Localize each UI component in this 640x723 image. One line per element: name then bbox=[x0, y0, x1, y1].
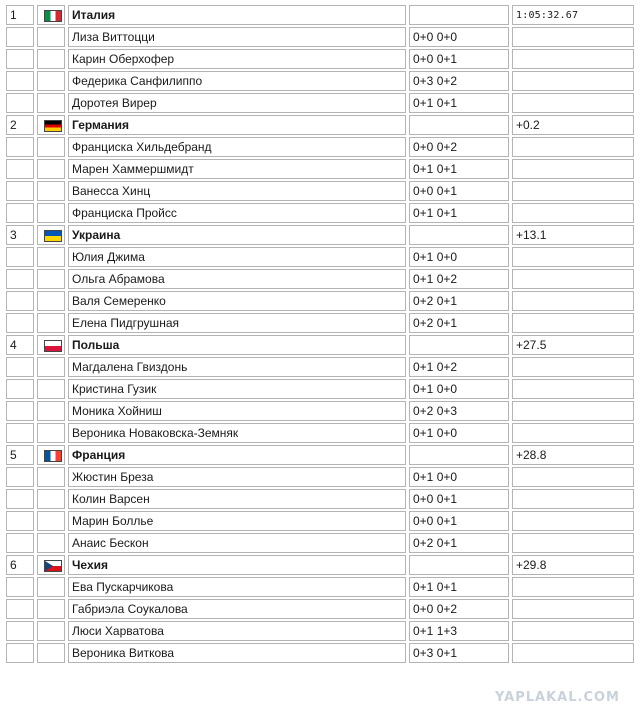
athlete-shooting: 0+2 0+1 bbox=[409, 291, 509, 311]
athlete-name: Валя Семеренко bbox=[68, 291, 406, 311]
athlete-time-empty bbox=[512, 577, 634, 597]
athlete-time-empty bbox=[512, 159, 634, 179]
athlete-row bbox=[6, 577, 634, 597]
athlete-rank-empty bbox=[6, 159, 34, 179]
athlete-name: Люси Харватова bbox=[68, 621, 406, 641]
athlete-shooting: 0+1 1+3 bbox=[409, 621, 509, 641]
team-rank: 5 bbox=[6, 445, 34, 465]
athlete-flag-empty bbox=[37, 27, 65, 47]
athlete-rank-empty bbox=[6, 577, 34, 597]
athlete-name: Анаис Бескон bbox=[68, 533, 406, 553]
athlete-time-empty bbox=[512, 489, 634, 509]
athlete-rank-empty bbox=[6, 357, 34, 377]
athlete-time-empty bbox=[512, 511, 634, 531]
athlete-row bbox=[6, 357, 634, 377]
athlete-rank-empty bbox=[6, 181, 34, 201]
athlete-name: Кристина Гузик bbox=[68, 379, 406, 399]
athlete-name: Лиза Виттоцци bbox=[68, 27, 406, 47]
athlete-time-empty bbox=[512, 643, 634, 663]
athlete-shooting: 0+0 0+1 bbox=[409, 489, 509, 509]
athlete-shooting: 0+0 0+1 bbox=[409, 511, 509, 531]
athlete-row bbox=[6, 643, 634, 663]
team-row bbox=[6, 225, 634, 245]
team-shooting-empty bbox=[409, 5, 509, 25]
team-rank: 1 bbox=[6, 5, 34, 25]
team-row bbox=[6, 115, 634, 135]
athlete-row bbox=[6, 181, 634, 201]
athlete-name: Колин Варсен bbox=[68, 489, 406, 509]
athlete-flag-empty bbox=[37, 269, 65, 289]
team-time: +13.1 bbox=[512, 225, 634, 245]
team-shooting-empty bbox=[409, 225, 509, 245]
athlete-name: Ева Пускарчикова bbox=[68, 577, 406, 597]
athlete-flag-empty bbox=[37, 643, 65, 663]
athlete-time-empty bbox=[512, 313, 634, 333]
athlete-row bbox=[6, 291, 634, 311]
team-flag-cell bbox=[37, 445, 65, 465]
athlete-rank-empty bbox=[6, 247, 34, 267]
athlete-row bbox=[6, 313, 634, 333]
athlete-row bbox=[6, 269, 634, 289]
athlete-row bbox=[6, 137, 634, 157]
athlete-rank-empty bbox=[6, 467, 34, 487]
team-flag-cell bbox=[37, 115, 65, 135]
athlete-flag-empty bbox=[37, 467, 65, 487]
athlete-time-empty bbox=[512, 203, 634, 223]
athlete-shooting: 0+3 0+2 bbox=[409, 71, 509, 91]
team-shooting-empty bbox=[409, 445, 509, 465]
team-name: Польша bbox=[68, 335, 406, 355]
athlete-shooting: 0+0 0+1 bbox=[409, 49, 509, 69]
team-name: Франция bbox=[68, 445, 406, 465]
athlete-name: Франциска Пройсс bbox=[68, 203, 406, 223]
athlete-time-empty bbox=[512, 71, 634, 91]
athlete-shooting: 0+0 0+2 bbox=[409, 599, 509, 619]
athlete-time-empty bbox=[512, 533, 634, 553]
athlete-row bbox=[6, 511, 634, 531]
athlete-rank-empty bbox=[6, 49, 34, 69]
athlete-time-empty bbox=[512, 423, 634, 443]
team-name: Украина bbox=[68, 225, 406, 245]
athlete-time-empty bbox=[512, 27, 634, 47]
team-shooting-empty bbox=[409, 115, 509, 135]
athlete-shooting: 0+1 0+1 bbox=[409, 203, 509, 223]
athlete-row bbox=[6, 489, 634, 509]
athlete-time-empty bbox=[512, 247, 634, 267]
athlete-rank-empty bbox=[6, 599, 34, 619]
athlete-rank-empty bbox=[6, 423, 34, 443]
athlete-name: Елена Пидгрушная bbox=[68, 313, 406, 333]
athlete-time-empty bbox=[512, 49, 634, 69]
team-time: +28.8 bbox=[512, 445, 634, 465]
team-rank: 4 bbox=[6, 335, 34, 355]
athlete-flag-empty bbox=[37, 489, 65, 509]
athlete-flag-empty bbox=[37, 137, 65, 157]
athlete-flag-empty bbox=[37, 71, 65, 91]
athlete-name: Юлия Джима bbox=[68, 247, 406, 267]
athlete-time-empty bbox=[512, 269, 634, 289]
athlete-time-empty bbox=[512, 599, 634, 619]
team-rank: 6 bbox=[6, 555, 34, 575]
athlete-flag-empty bbox=[37, 159, 65, 179]
athlete-row bbox=[6, 423, 634, 443]
athlete-shooting: 0+2 0+1 bbox=[409, 313, 509, 333]
team-name: Германия bbox=[68, 115, 406, 135]
athlete-name: Доротея Вирер bbox=[68, 93, 406, 113]
team-time: +0.2 bbox=[512, 115, 634, 135]
athlete-time-empty bbox=[512, 93, 634, 113]
athlete-name: Жюстин Бреза bbox=[68, 467, 406, 487]
athlete-row bbox=[6, 379, 634, 399]
germany-flag-icon bbox=[44, 120, 62, 132]
athlete-shooting: 0+1 0+1 bbox=[409, 577, 509, 597]
team-rank: 2 bbox=[6, 115, 34, 135]
athlete-flag-empty bbox=[37, 313, 65, 333]
athlete-shooting: 0+3 0+1 bbox=[409, 643, 509, 663]
athlete-flag-empty bbox=[37, 357, 65, 377]
team-name: Италия bbox=[68, 5, 406, 25]
athlete-row bbox=[6, 27, 634, 47]
athlete-time-empty bbox=[512, 181, 634, 201]
athlete-shooting: 0+1 0+2 bbox=[409, 269, 509, 289]
athlete-shooting: 0+0 0+0 bbox=[409, 27, 509, 47]
athlete-name: Франциска Хильдебранд bbox=[68, 137, 406, 157]
athlete-rank-empty bbox=[6, 291, 34, 311]
athlete-row bbox=[6, 203, 634, 223]
athlete-rank-empty bbox=[6, 401, 34, 421]
athlete-shooting: 0+0 0+2 bbox=[409, 137, 509, 157]
athlete-row bbox=[6, 467, 634, 487]
athlete-flag-empty bbox=[37, 181, 65, 201]
athlete-shooting: 0+1 0+1 bbox=[409, 159, 509, 179]
france-flag-icon bbox=[44, 450, 62, 462]
athlete-shooting: 0+1 0+0 bbox=[409, 379, 509, 399]
team-shooting-empty bbox=[409, 555, 509, 575]
athlete-flag-empty bbox=[37, 247, 65, 267]
athlete-shooting: 0+1 0+0 bbox=[409, 467, 509, 487]
athlete-rank-empty bbox=[6, 511, 34, 531]
athlete-flag-empty bbox=[37, 49, 65, 69]
watermark: YAPLAKAL.COM bbox=[495, 690, 620, 705]
czech-flag-icon bbox=[44, 560, 62, 572]
team-time: 1:05:32.67 bbox=[512, 5, 634, 25]
athlete-shooting: 0+1 0+0 bbox=[409, 247, 509, 267]
athlete-row bbox=[6, 93, 634, 113]
athlete-rank-empty bbox=[6, 269, 34, 289]
athlete-rank-empty bbox=[6, 71, 34, 91]
team-shooting-empty bbox=[409, 335, 509, 355]
athlete-flag-empty bbox=[37, 291, 65, 311]
athlete-name: Габриэла Соукалова bbox=[68, 599, 406, 619]
athlete-row bbox=[6, 401, 634, 421]
athlete-flag-empty bbox=[37, 621, 65, 641]
athlete-time-empty bbox=[512, 137, 634, 157]
team-row bbox=[6, 5, 634, 25]
athlete-row bbox=[6, 49, 634, 69]
athlete-shooting: 0+1 0+1 bbox=[409, 93, 509, 113]
athlete-time-empty bbox=[512, 379, 634, 399]
athlete-flag-empty bbox=[37, 577, 65, 597]
athlete-flag-empty bbox=[37, 599, 65, 619]
athlete-flag-empty bbox=[37, 379, 65, 399]
athlete-row bbox=[6, 71, 634, 91]
athlete-name: Карин Оберхофер bbox=[68, 49, 406, 69]
athlete-name: Федерика Санфилиппо bbox=[68, 71, 406, 91]
athlete-flag-empty bbox=[37, 533, 65, 553]
athlete-row bbox=[6, 533, 634, 553]
athlete-row bbox=[6, 159, 634, 179]
athlete-flag-empty bbox=[37, 423, 65, 443]
athlete-time-empty bbox=[512, 357, 634, 377]
athlete-shooting: 0+0 0+1 bbox=[409, 181, 509, 201]
athlete-rank-empty bbox=[6, 379, 34, 399]
athlete-flag-empty bbox=[37, 203, 65, 223]
team-row bbox=[6, 445, 634, 465]
athlete-rank-empty bbox=[6, 313, 34, 333]
team-name: Чехия bbox=[68, 555, 406, 575]
athlete-shooting: 0+1 0+2 bbox=[409, 357, 509, 377]
team-row bbox=[6, 555, 634, 575]
results-body bbox=[6, 5, 634, 663]
athlete-flag-empty bbox=[37, 93, 65, 113]
athlete-time-empty bbox=[512, 401, 634, 421]
athlete-rank-empty bbox=[6, 533, 34, 553]
athlete-time-empty bbox=[512, 621, 634, 641]
athlete-shooting: 0+2 0+1 bbox=[409, 533, 509, 553]
team-rank: 3 bbox=[6, 225, 34, 245]
athlete-row bbox=[6, 621, 634, 641]
athlete-rank-empty bbox=[6, 643, 34, 663]
team-flag-cell bbox=[37, 335, 65, 355]
athlete-time-empty bbox=[512, 467, 634, 487]
athlete-rank-empty bbox=[6, 621, 34, 641]
athlete-row bbox=[6, 247, 634, 267]
poland-flag-icon bbox=[44, 340, 62, 352]
team-time: +29.8 bbox=[512, 555, 634, 575]
results-table bbox=[3, 3, 637, 665]
athlete-name: Марен Хаммершмидт bbox=[68, 159, 406, 179]
athlete-shooting: 0+2 0+3 bbox=[409, 401, 509, 421]
team-flag-cell bbox=[37, 555, 65, 575]
athlete-name: Ванесса Хинц bbox=[68, 181, 406, 201]
team-flag-cell bbox=[37, 225, 65, 245]
athlete-flag-empty bbox=[37, 511, 65, 531]
athlete-name: Ольга Абрамова bbox=[68, 269, 406, 289]
athlete-name: Вероника Новаковска-Земняк bbox=[68, 423, 406, 443]
athlete-rank-empty bbox=[6, 93, 34, 113]
athlete-rank-empty bbox=[6, 27, 34, 47]
athlete-shooting: 0+1 0+0 bbox=[409, 423, 509, 443]
athlete-name: Вероника Виткова bbox=[68, 643, 406, 663]
ukraine-flag-icon bbox=[44, 230, 62, 242]
athlete-name: Марин Болльe bbox=[68, 511, 406, 531]
athlete-name: Моника Хойниш bbox=[68, 401, 406, 421]
athlete-time-empty bbox=[512, 291, 634, 311]
team-time: +27.5 bbox=[512, 335, 634, 355]
athlete-flag-empty bbox=[37, 401, 65, 421]
italy-flag-icon bbox=[44, 10, 62, 22]
team-flag-cell bbox=[37, 5, 65, 25]
athlete-rank-empty bbox=[6, 137, 34, 157]
athlete-rank-empty bbox=[6, 203, 34, 223]
athlete-name: Магдалена Гвиздонь bbox=[68, 357, 406, 377]
team-row bbox=[6, 335, 634, 355]
athlete-row bbox=[6, 599, 634, 619]
athlete-rank-empty bbox=[6, 489, 34, 509]
